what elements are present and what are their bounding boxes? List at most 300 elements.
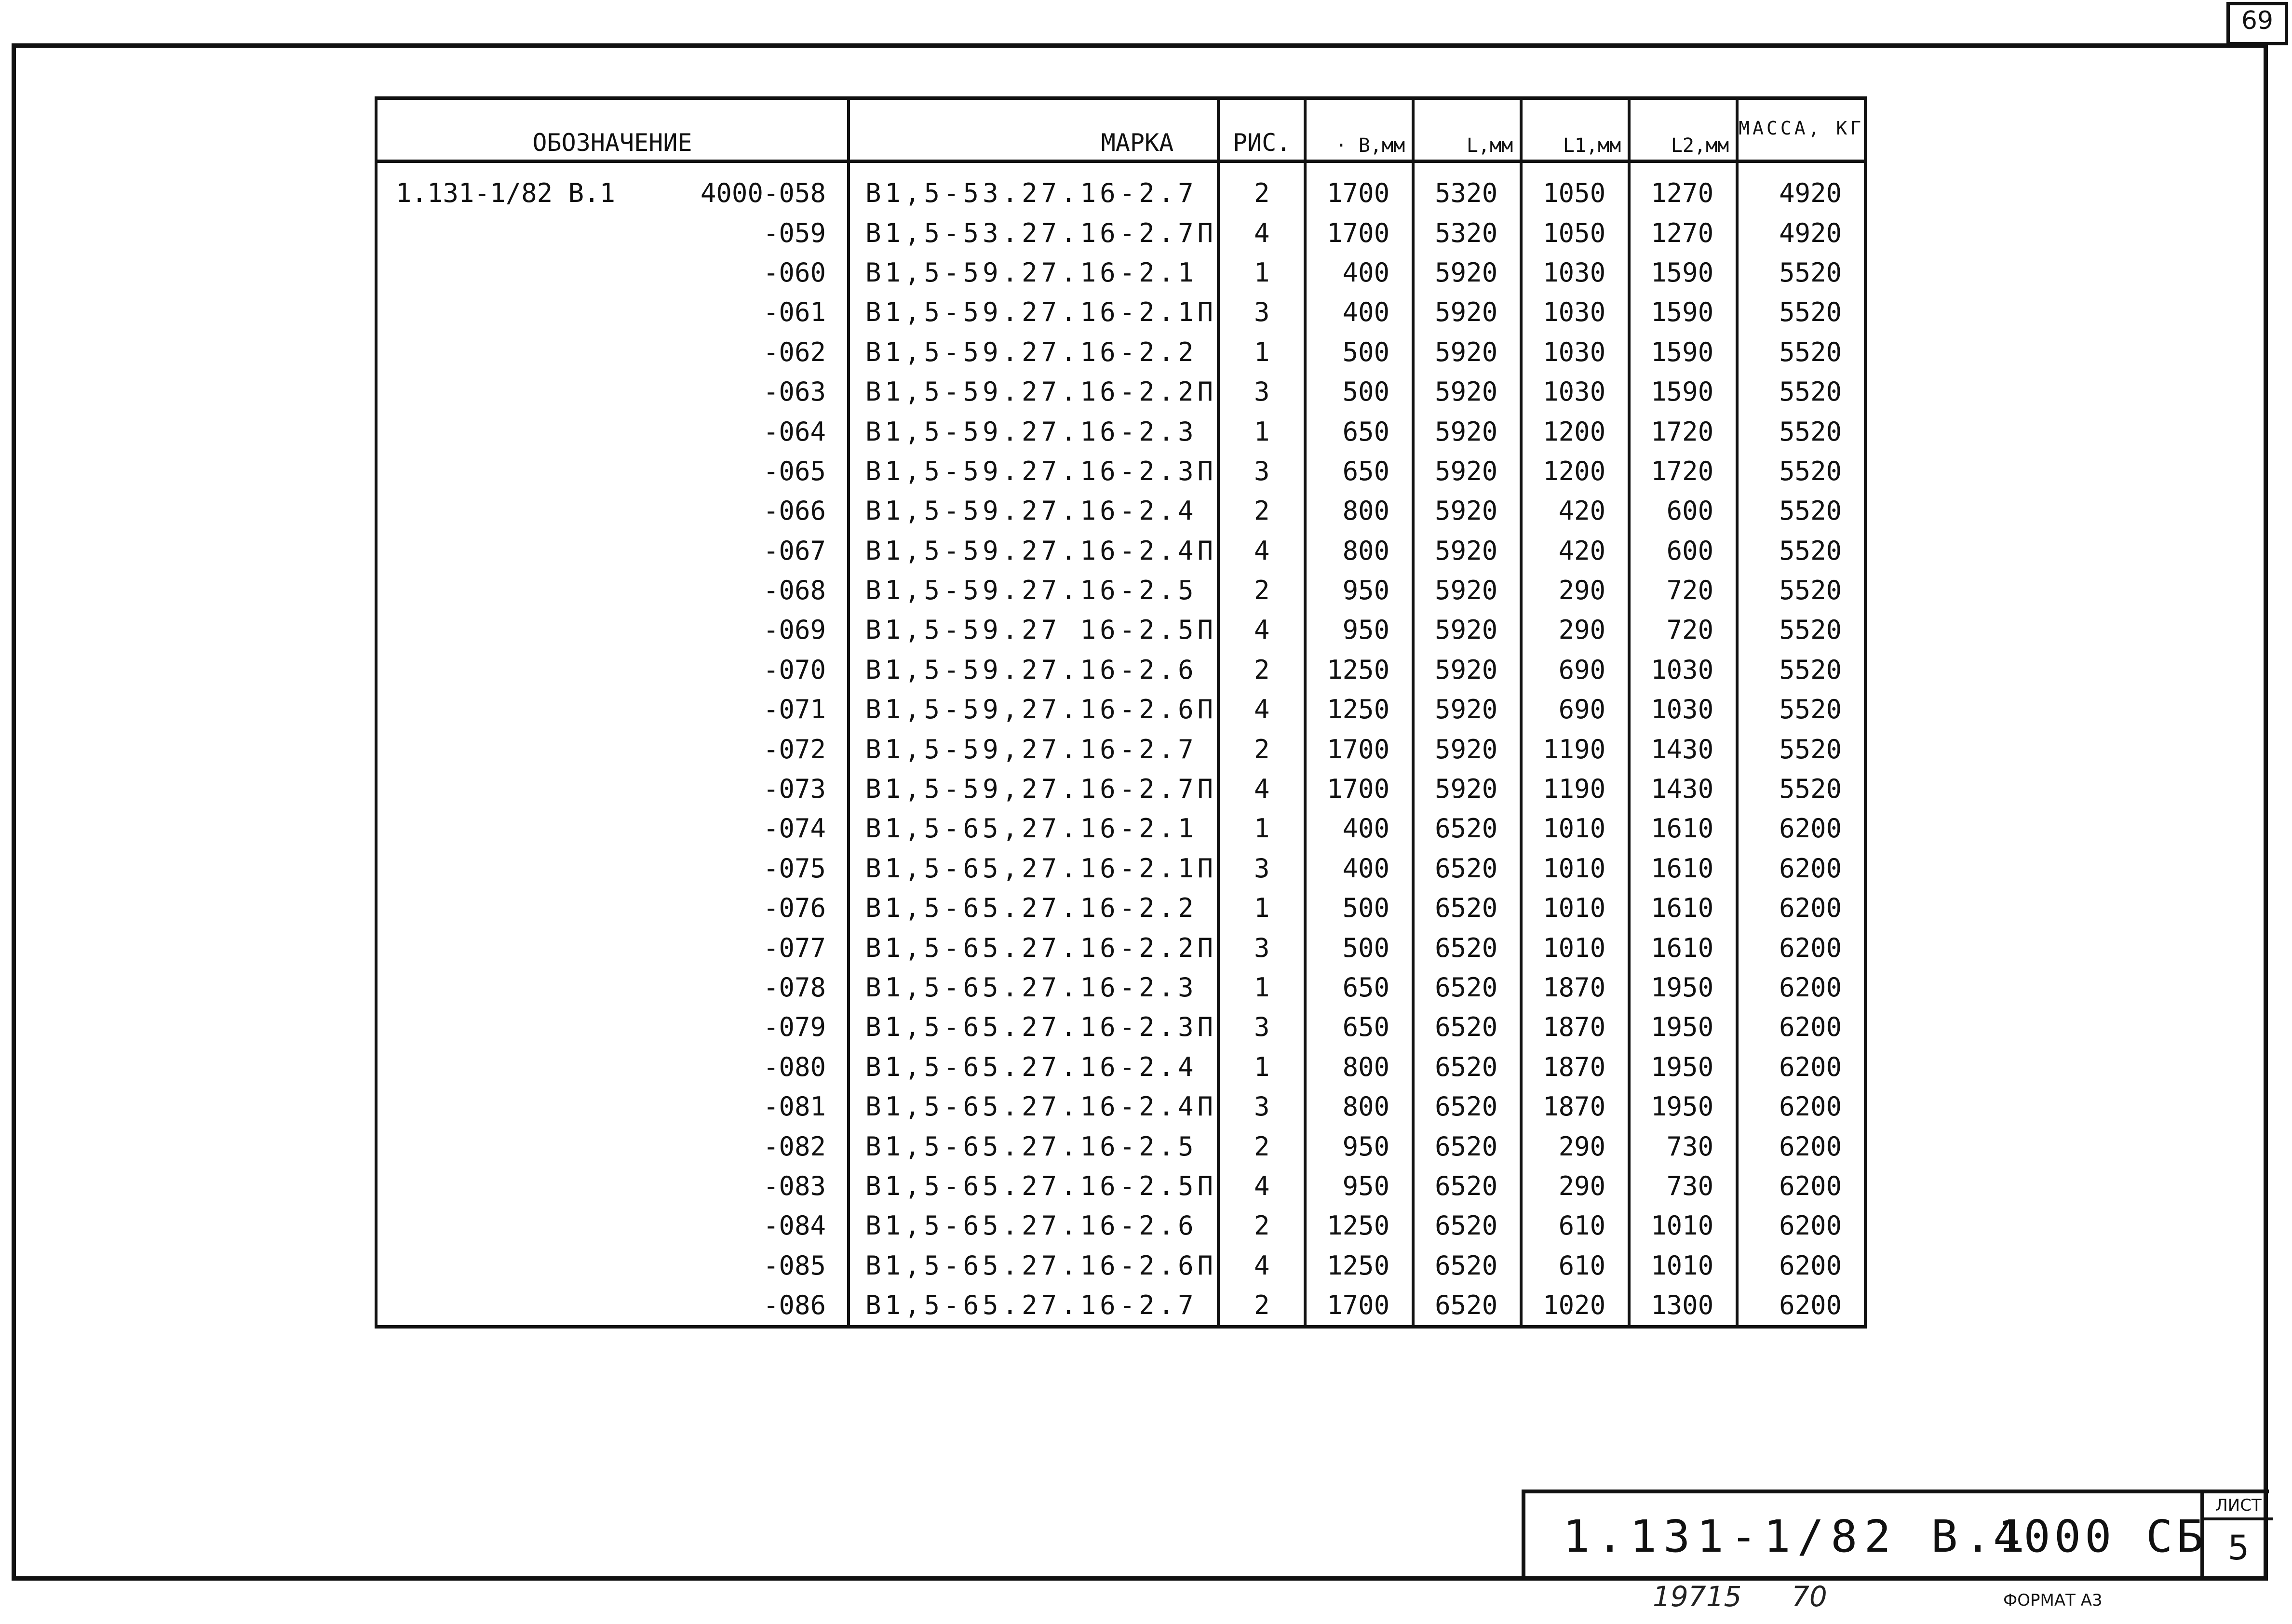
cell-figure: 4 <box>1218 1246 1305 1286</box>
row-code: -065 <box>763 456 826 486</box>
cell-mark: В1,5-59.27 16-2.5П <box>849 610 1218 650</box>
table-row <box>376 690 1865 729</box>
cell-figure: 2 <box>1218 650 1305 690</box>
cell-mark: В1,5-53.27.16-2.7П <box>849 213 1218 253</box>
cell-figure: 3 <box>1218 849 1305 888</box>
cell-designation <box>376 650 849 690</box>
cell-mass: 6200 <box>1737 1007 1865 1047</box>
title-document: 4000 СБ <box>1993 1511 2207 1562</box>
cell-l1: 610 <box>1521 1246 1629 1286</box>
cell-figure: 3 <box>1218 1087 1305 1127</box>
cell-l: 5920 <box>1413 491 1521 531</box>
sheet-number: 5 <box>2227 1528 2250 1568</box>
cell-designation <box>376 968 849 1007</box>
cell-l1: 1030 <box>1521 333 1629 372</box>
cell-mass: 6200 <box>1737 1047 1865 1087</box>
cell-l: 5920 <box>1413 690 1521 729</box>
cell-mass: 6200 <box>1737 1087 1865 1127</box>
cell-l1: 290 <box>1521 1167 1629 1206</box>
header-b: · В,мм <box>1305 98 1413 161</box>
cell-figure: 4 <box>1218 531 1305 571</box>
cell-mass: 6200 <box>1737 1206 1865 1246</box>
cell-l: 5920 <box>1413 253 1521 293</box>
cell-mark: В1,5-65.27.16-2.6П <box>849 1246 1218 1286</box>
series-code: 1.131-1/82 В.1 <box>396 178 616 209</box>
cell-designation <box>376 253 849 293</box>
cell-b: 500 <box>1305 888 1413 928</box>
row-code: -078 <box>763 972 826 1003</box>
cell-mark: В1,5-59.27.16-2.1П <box>849 293 1218 332</box>
cell-figure: 1 <box>1218 809 1305 848</box>
cell-l1: 610 <box>1521 1206 1629 1246</box>
table-body <box>376 161 1865 1327</box>
cell-l2: 1950 <box>1629 1047 1737 1087</box>
cell-l: 5920 <box>1413 333 1521 372</box>
cell-l: 6520 <box>1413 1246 1521 1286</box>
cell-designation <box>376 1286 849 1327</box>
cell-l2: 1430 <box>1629 729 1737 769</box>
cell-designation <box>376 809 849 848</box>
sheet-box <box>2200 1493 2273 1580</box>
cell-figure: 3 <box>1218 928 1305 967</box>
cell-l: 6520 <box>1413 928 1521 967</box>
table-row <box>376 729 1865 769</box>
cell-figure: 1 <box>1218 253 1305 293</box>
table-row <box>376 1087 1865 1127</box>
cell-designation <box>376 1007 849 1047</box>
cell-mass: 5520 <box>1737 491 1865 531</box>
cell-l1: 1870 <box>1521 1007 1629 1047</box>
cell-l: 6520 <box>1413 809 1521 848</box>
table-row <box>376 610 1865 650</box>
cell-b: 500 <box>1305 333 1413 372</box>
cell-b: 800 <box>1305 531 1413 571</box>
cell-l2: 1610 <box>1629 809 1737 848</box>
cell-designation <box>376 729 849 769</box>
cell-l: 5920 <box>1413 372 1521 412</box>
cell-mass: 5520 <box>1737 769 1865 809</box>
title-code: 1.131-1/82 В.1 <box>1563 1511 2032 1562</box>
cell-l: 5920 <box>1413 293 1521 332</box>
cell-figure: 2 <box>1218 571 1305 610</box>
cell-mass: 6200 <box>1737 1286 1865 1327</box>
header-designation: ОБОЗНАЧЕНИЕ <box>376 98 849 161</box>
cell-mass: 5520 <box>1737 293 1865 332</box>
cell-l2: 600 <box>1629 491 1737 531</box>
header-mark: МАРКА <box>849 98 1218 161</box>
cell-figure: 4 <box>1218 690 1305 729</box>
cell-designation <box>376 213 849 253</box>
table-row <box>376 968 1865 1007</box>
cell-mark: В1,5-65.27.16-2.5 <box>849 1127 1218 1166</box>
header-l1: L1,мм <box>1521 98 1629 161</box>
cell-figure: 1 <box>1218 412 1305 451</box>
table-row <box>376 213 1865 253</box>
cell-figure: 1 <box>1218 968 1305 1007</box>
row-code: -082 <box>763 1131 826 1162</box>
specification-table <box>375 96 1867 1329</box>
cell-mark: В1,5-65,27.16-2.1П <box>849 849 1218 888</box>
cell-l1: 1190 <box>1521 729 1629 769</box>
cell-figure: 2 <box>1218 1206 1305 1246</box>
cell-designation <box>376 452 849 491</box>
cell-l: 5320 <box>1413 213 1521 253</box>
table-row <box>376 333 1865 372</box>
cell-b: 1700 <box>1305 213 1413 253</box>
cell-mass: 5520 <box>1737 333 1865 372</box>
cell-mass: 5520 <box>1737 571 1865 610</box>
cell-designation <box>376 161 849 214</box>
table-row <box>376 769 1865 809</box>
cell-mass: 5520 <box>1737 729 1865 769</box>
table-row <box>376 928 1865 967</box>
cell-mark: В1,5-65.27.16-2.2П <box>849 928 1218 967</box>
cell-l1: 290 <box>1521 1127 1629 1166</box>
cell-l2: 720 <box>1629 571 1737 610</box>
cell-figure: 4 <box>1218 610 1305 650</box>
cell-mark: В1,5-65.27.16-2.5П <box>849 1167 1218 1206</box>
row-code: -071 <box>763 694 826 725</box>
cell-mark: В1,5-59.27.16-2.6 <box>849 650 1218 690</box>
table-row <box>376 849 1865 888</box>
cell-figure: 2 <box>1218 161 1305 214</box>
cell-designation <box>376 372 849 412</box>
cell-l1: 1020 <box>1521 1286 1629 1327</box>
cell-mark: В1,5-59,27.16-2.7 <box>849 729 1218 769</box>
cell-mass: 6200 <box>1737 888 1865 928</box>
cell-b: 1250 <box>1305 650 1413 690</box>
cell-mark: В1,5-59.27.16-2.4П <box>849 531 1218 571</box>
cell-l1: 1870 <box>1521 1047 1629 1087</box>
table-row <box>376 372 1865 412</box>
cell-l2: 1950 <box>1629 1007 1737 1047</box>
cell-b: 400 <box>1305 253 1413 293</box>
row-code: -062 <box>763 336 826 367</box>
cell-mark: В1,5-59,27.16-2.7П <box>849 769 1218 809</box>
table-row <box>376 888 1865 928</box>
cell-l2: 1010 <box>1629 1246 1737 1286</box>
footer-number-b: 70 <box>1792 1580 1827 1613</box>
cell-mark: В1,5-53.27.16-2.7 <box>849 161 1218 214</box>
cell-l2: 1590 <box>1629 333 1737 372</box>
cell-mark: В1,5-65,27.16-2.1 <box>849 809 1218 848</box>
cell-l1: 1870 <box>1521 1087 1629 1127</box>
cell-l: 6520 <box>1413 1047 1521 1087</box>
row-code: -079 <box>763 1012 826 1043</box>
cell-mark: В1,5-59.27.16-2.1 <box>849 253 1218 293</box>
cell-designation <box>376 610 849 650</box>
cell-l2: 730 <box>1629 1167 1737 1206</box>
cell-mass: 5520 <box>1737 452 1865 491</box>
cell-l: 5920 <box>1413 452 1521 491</box>
cell-l: 6520 <box>1413 888 1521 928</box>
cell-l2: 1030 <box>1629 690 1737 729</box>
cell-mark: В1,5-59.27.16-2.5 <box>849 571 1218 610</box>
cell-b: 1700 <box>1305 161 1413 214</box>
row-code: -084 <box>763 1210 826 1241</box>
cell-designation <box>376 293 849 332</box>
cell-l: 5920 <box>1413 571 1521 610</box>
cell-l2: 1720 <box>1629 412 1737 451</box>
cell-figure: 2 <box>1218 1286 1305 1327</box>
cell-figure: 2 <box>1218 729 1305 769</box>
cell-l1: 420 <box>1521 531 1629 571</box>
cell-l2: 1010 <box>1629 1206 1737 1246</box>
row-code: -075 <box>763 853 826 884</box>
cell-l1: 290 <box>1521 571 1629 610</box>
cell-l1: 1010 <box>1521 928 1629 967</box>
row-code: -073 <box>763 774 826 805</box>
cell-figure: 1 <box>1218 1047 1305 1087</box>
cell-designation <box>376 928 849 967</box>
cell-mark: В1,5-65.27.16-2.4П <box>849 1087 1218 1127</box>
cell-l: 6520 <box>1413 1286 1521 1327</box>
row-code: -081 <box>763 1091 826 1122</box>
cell-l: 5920 <box>1413 412 1521 451</box>
cell-designation <box>376 1047 849 1087</box>
table-row <box>376 809 1865 848</box>
cell-figure: 1 <box>1218 888 1305 928</box>
cell-b: 950 <box>1305 1167 1413 1206</box>
cell-l1: 1030 <box>1521 372 1629 412</box>
cell-mass: 5520 <box>1737 650 1865 690</box>
title-block <box>1522 1490 2269 1580</box>
cell-l: 6520 <box>1413 849 1521 888</box>
cell-b: 650 <box>1305 968 1413 1007</box>
cell-l2: 1610 <box>1629 849 1737 888</box>
cell-l: 5320 <box>1413 161 1521 214</box>
row-code: -064 <box>763 416 826 447</box>
row-code: -060 <box>763 257 826 288</box>
cell-b: 400 <box>1305 809 1413 848</box>
row-code: -086 <box>763 1290 826 1321</box>
cell-mark: В1,5-59.27.16-2.2П <box>849 372 1218 412</box>
cell-designation <box>376 849 849 888</box>
cell-figure: 1 <box>1218 333 1305 372</box>
cell-l2: 1270 <box>1629 161 1737 214</box>
table-row <box>376 571 1865 610</box>
row-code: -070 <box>763 654 826 685</box>
table-row <box>376 1007 1865 1047</box>
cell-figure: 3 <box>1218 372 1305 412</box>
cell-b: 800 <box>1305 1087 1413 1127</box>
cell-designation <box>376 1206 849 1246</box>
cell-b: 650 <box>1305 1007 1413 1047</box>
cell-mass: 6200 <box>1737 1127 1865 1166</box>
cell-l1: 1030 <box>1521 293 1629 332</box>
cell-l1: 1200 <box>1521 452 1629 491</box>
cell-l1: 290 <box>1521 610 1629 650</box>
footer-number-a: 19715 <box>1653 1580 1742 1613</box>
cell-mark: В1,5-59.27.16-2.2 <box>849 333 1218 372</box>
table-row <box>376 452 1865 491</box>
row-code: -085 <box>763 1250 826 1281</box>
cell-mass: 4920 <box>1737 213 1865 253</box>
cell-mass: 6200 <box>1737 968 1865 1007</box>
cell-l1: 1870 <box>1521 968 1629 1007</box>
cell-l: 6520 <box>1413 1007 1521 1047</box>
row-code: -072 <box>763 734 826 765</box>
cell-mass: 6200 <box>1737 1167 1865 1206</box>
cell-b: 1700 <box>1305 1286 1413 1327</box>
footer-format: ФОРМАТ А3 <box>2003 1591 2103 1610</box>
cell-l2: 1300 <box>1629 1286 1737 1327</box>
cell-l2: 1610 <box>1629 928 1737 967</box>
cell-l2: 1590 <box>1629 372 1737 412</box>
row-code: -069 <box>763 615 826 645</box>
cell-l2: 1030 <box>1629 650 1737 690</box>
row-code: -077 <box>763 932 826 963</box>
cell-l2: 1590 <box>1629 293 1737 332</box>
cell-b: 400 <box>1305 293 1413 332</box>
cell-b: 500 <box>1305 372 1413 412</box>
cell-mark: В1,5-59.27.16-2.3П <box>849 452 1218 491</box>
cell-l2: 1610 <box>1629 888 1737 928</box>
cell-l2: 1950 <box>1629 1087 1737 1127</box>
cell-figure: 3 <box>1218 293 1305 332</box>
row-code: -063 <box>763 376 826 407</box>
cell-b: 1700 <box>1305 729 1413 769</box>
cell-mark: В1,5-59.27.16-2.4 <box>849 491 1218 531</box>
table-row <box>376 1167 1865 1206</box>
cell-l: 6520 <box>1413 1087 1521 1127</box>
cell-l2: 720 <box>1629 610 1737 650</box>
header-figure: РИС. <box>1218 98 1305 161</box>
row-code: -059 <box>763 217 826 248</box>
cell-mass: 4920 <box>1737 161 1865 214</box>
cell-figure: 3 <box>1218 452 1305 491</box>
cell-l2: 1720 <box>1629 452 1737 491</box>
cell-l: 5920 <box>1413 769 1521 809</box>
cell-mass: 5520 <box>1737 372 1865 412</box>
cell-mass: 5520 <box>1737 610 1865 650</box>
cell-l: 5920 <box>1413 729 1521 769</box>
cell-mass: 5520 <box>1737 690 1865 729</box>
sheet-label: ЛИСТ <box>2204 1493 2273 1520</box>
cell-designation <box>376 491 849 531</box>
cell-designation <box>376 1127 849 1166</box>
cell-designation <box>376 690 849 729</box>
cell-l1: 1010 <box>1521 849 1629 888</box>
table-row <box>376 1246 1865 1286</box>
cell-l2: 600 <box>1629 531 1737 571</box>
cell-designation <box>376 769 849 809</box>
row-code: -067 <box>763 535 826 566</box>
cell-designation <box>376 1167 849 1206</box>
cell-designation <box>376 888 849 928</box>
cell-b: 1700 <box>1305 769 1413 809</box>
cell-l1: 690 <box>1521 650 1629 690</box>
cell-l1: 1050 <box>1521 213 1629 253</box>
cell-figure: 2 <box>1218 1127 1305 1166</box>
table-row <box>376 1286 1865 1327</box>
cell-mark: В1,5-59.27.16-2.3 <box>849 412 1218 451</box>
cell-designation <box>376 333 849 372</box>
row-code: -068 <box>763 575 826 606</box>
table-row <box>376 1047 1865 1087</box>
cell-l: 5920 <box>1413 610 1521 650</box>
row-code: -061 <box>763 297 826 328</box>
cell-figure: 4 <box>1218 769 1305 809</box>
cell-figure: 2 <box>1218 491 1305 531</box>
cell-mass: 5520 <box>1737 253 1865 293</box>
header-l2: L2,мм <box>1629 98 1737 161</box>
cell-b: 650 <box>1305 452 1413 491</box>
table-row <box>376 161 1865 214</box>
cell-mark: В1,5-65.27.16-2.3П <box>849 1007 1218 1047</box>
cell-l2: 1270 <box>1629 213 1737 253</box>
table-row <box>376 1127 1865 1166</box>
table-row <box>376 491 1865 531</box>
cell-mass: 6200 <box>1737 849 1865 888</box>
cell-designation <box>376 1087 849 1127</box>
cell-b: 950 <box>1305 571 1413 610</box>
cell-designation <box>376 531 849 571</box>
cell-l1: 1010 <box>1521 888 1629 928</box>
cell-mass: 6200 <box>1737 1246 1865 1286</box>
cell-l1: 1010 <box>1521 809 1629 848</box>
row-code: -076 <box>763 893 826 924</box>
table-row <box>376 531 1865 571</box>
cell-figure: 3 <box>1218 1007 1305 1047</box>
cell-b: 400 <box>1305 849 1413 888</box>
cell-l2: 730 <box>1629 1127 1737 1166</box>
row-code: 4000-058 <box>700 178 826 209</box>
cell-b: 650 <box>1305 412 1413 451</box>
cell-b: 950 <box>1305 610 1413 650</box>
cell-l: 6520 <box>1413 1127 1521 1166</box>
table-row <box>376 253 1865 293</box>
cell-b: 1250 <box>1305 1206 1413 1246</box>
cell-b: 950 <box>1305 1127 1413 1166</box>
cell-l1: 690 <box>1521 690 1629 729</box>
header-l: L,мм <box>1413 98 1521 161</box>
cell-l2: 1430 <box>1629 769 1737 809</box>
cell-mark: В1,5-59,27.16-2.6П <box>849 690 1218 729</box>
cell-b: 1250 <box>1305 690 1413 729</box>
cell-mark: В1,5-65.27.16-2.7 <box>849 1286 1218 1327</box>
cell-l2: 1950 <box>1629 968 1737 1007</box>
table-row <box>376 1206 1865 1246</box>
row-code: -066 <box>763 496 826 526</box>
row-code: -074 <box>763 813 826 844</box>
cell-mass: 5520 <box>1737 412 1865 451</box>
table-row <box>376 293 1865 332</box>
cell-b: 800 <box>1305 491 1413 531</box>
cell-l1: 1190 <box>1521 769 1629 809</box>
header-mass: МАССА, КГ <box>1737 98 1865 161</box>
cell-l: 6520 <box>1413 968 1521 1007</box>
cell-l: 5920 <box>1413 531 1521 571</box>
table-row <box>376 650 1865 690</box>
table-row <box>376 412 1865 451</box>
cell-designation <box>376 1246 849 1286</box>
cell-mark: В1,5-65.27.16-2.4 <box>849 1047 1218 1087</box>
cell-l1: 1050 <box>1521 161 1629 214</box>
cell-mark: В1,5-65.27.16-2.2 <box>849 888 1218 928</box>
cell-designation <box>376 412 849 451</box>
cell-figure: 4 <box>1218 213 1305 253</box>
cell-l: 6520 <box>1413 1206 1521 1246</box>
cell-mark: В1,5-65.27.16-2.3 <box>849 968 1218 1007</box>
cell-l1: 1200 <box>1521 412 1629 451</box>
cell-mass: 6200 <box>1737 928 1865 967</box>
cell-b: 500 <box>1305 928 1413 967</box>
cell-mass: 6200 <box>1737 809 1865 848</box>
cell-l: 5920 <box>1413 650 1521 690</box>
cell-mark: В1,5-65.27.16-2.6 <box>849 1206 1218 1246</box>
cell-b: 800 <box>1305 1047 1413 1087</box>
